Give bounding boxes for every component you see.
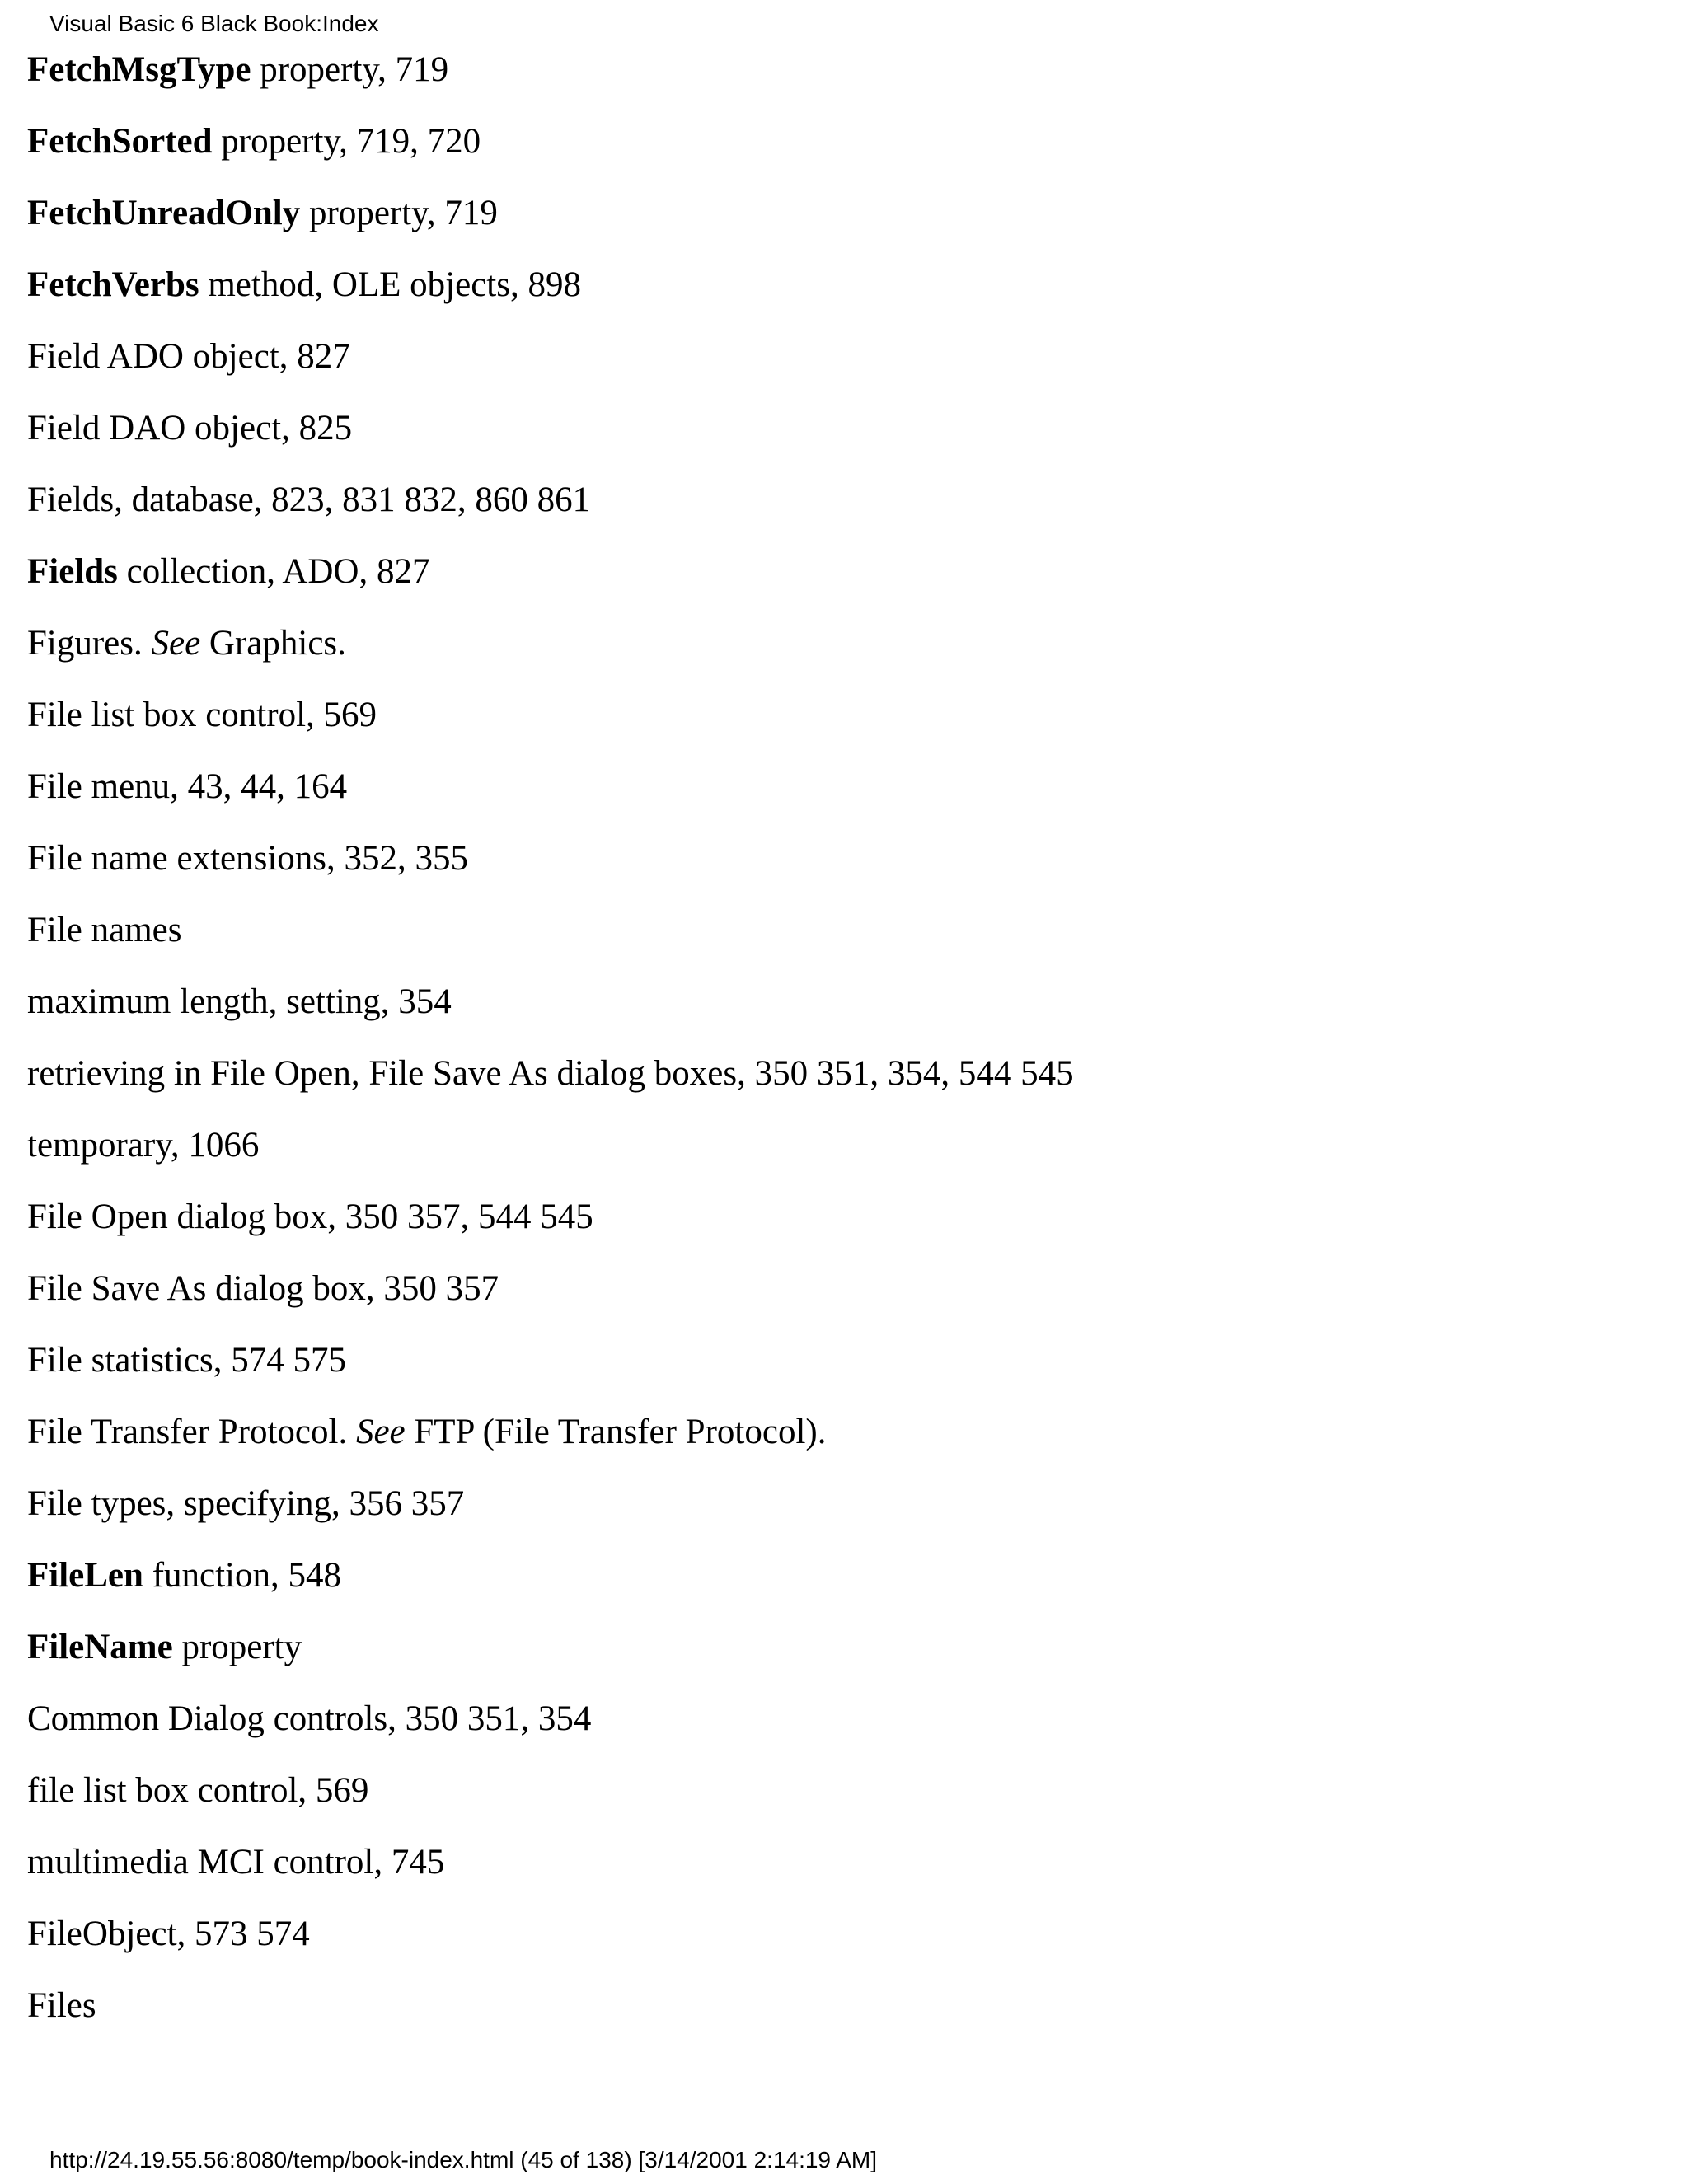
index-term: FileName xyxy=(27,1628,173,1666)
index-entry-text: FileObject, 573 574 xyxy=(27,1915,310,1953)
index-entry xyxy=(27,336,1074,408)
index-entry-text: maximum length, setting, 354 xyxy=(27,982,452,1021)
page-header: Visual Basic 6 Black Book:Index xyxy=(49,11,379,36)
index-entry xyxy=(27,1053,1074,1125)
index-entry xyxy=(27,1985,1074,2057)
index-entry-text: File list box control, 569 xyxy=(27,696,377,734)
index-term: FetchSorted xyxy=(27,122,213,161)
see-target: FTP (File Transfer Protocol). xyxy=(405,1413,827,1451)
index-entry-text: method, OLE objects, 898 xyxy=(199,265,581,304)
index-entry xyxy=(27,551,1074,623)
index-list xyxy=(27,49,1074,2057)
index-entry-text: function, 548 xyxy=(143,1556,341,1595)
see-reference: See xyxy=(151,624,201,663)
index-entry xyxy=(27,766,1074,838)
index-entry xyxy=(27,623,1074,695)
index-entry xyxy=(27,408,1074,480)
index-entry xyxy=(27,1268,1074,1340)
index-entry xyxy=(27,480,1074,551)
see-reference: See xyxy=(355,1413,406,1451)
index-term: FetchUnreadOnly xyxy=(27,194,301,232)
index-entry xyxy=(27,193,1074,265)
index-entry-text: property xyxy=(172,1628,302,1666)
index-entry-text: Figures. xyxy=(27,624,152,663)
index-entry xyxy=(27,1770,1074,1842)
index-entry-text: temporary, 1066 xyxy=(27,1126,260,1165)
index-entry-text: file list box control, 569 xyxy=(27,1771,369,1810)
index-entry xyxy=(27,695,1074,766)
index-entry-text: File Save As dialog box, 350 357 xyxy=(27,1269,499,1308)
index-entry-text: File Open dialog box, 350 357, 544 545 xyxy=(27,1197,593,1236)
index-term: FetchMsgType xyxy=(27,50,251,89)
index-term: FileLen xyxy=(27,1556,143,1595)
index-entry-text: property, 719, 720 xyxy=(212,122,481,161)
index-entry-text: File statistics, 574 575 xyxy=(27,1341,346,1380)
index-entry xyxy=(27,838,1074,910)
index-entry xyxy=(27,1197,1074,1268)
page-footer-url: http://24.19.55.56:8080/temp/book-index.html (45 of 138) [3/14/2001 2:14:19 AM] xyxy=(49,2147,878,2172)
index-entry-text: property, 719 xyxy=(300,194,498,232)
index-entry-text: property, 719 xyxy=(251,50,449,89)
index-entry-text: File names xyxy=(27,911,182,949)
index-entry-text: File menu, 43, 44, 164 xyxy=(27,767,348,806)
index-entry xyxy=(27,49,1074,121)
index-entry-text: Field ADO object, 827 xyxy=(27,337,350,376)
index-entry xyxy=(27,121,1074,193)
index-entry-text: Field DAO object, 825 xyxy=(27,409,353,448)
index-entry-text: File name extensions, 352, 355 xyxy=(27,839,469,878)
index-entry-text: Fields, database, 823, 831 832, 860 861 xyxy=(27,480,591,519)
index-entry xyxy=(27,1627,1074,1699)
index-entry xyxy=(27,1340,1074,1412)
index-entry-text: File Transfer Protocol. xyxy=(27,1413,356,1451)
index-entry xyxy=(27,1842,1074,1914)
index-entry xyxy=(27,910,1074,982)
index-entry xyxy=(27,982,1074,1053)
index-entry xyxy=(27,265,1074,336)
index-entry-text: collection, ADO, 827 xyxy=(117,552,430,591)
index-entry-text: multimedia MCI control, 745 xyxy=(27,1843,445,1882)
index-entry xyxy=(27,1914,1074,1985)
index-entry-text: Files xyxy=(27,1986,96,2025)
index-entry xyxy=(27,1699,1074,1770)
index-entry xyxy=(27,1412,1074,1483)
index-entry-text: File types, specifying, 356 357 xyxy=(27,1484,465,1523)
index-entry-text: Common Dialog controls, 350 351, 354 xyxy=(27,1699,592,1738)
index-entry xyxy=(27,1483,1074,1555)
index-term: Fields xyxy=(27,552,118,591)
see-target: Graphics. xyxy=(200,624,346,663)
index-entry-text: retrieving in File Open, File Save As dialog boxes, 350 351, 354, 544 545 xyxy=(27,1054,1074,1093)
index-term: FetchVerbs xyxy=(27,265,199,304)
index-entry xyxy=(27,1125,1074,1197)
index-entry xyxy=(27,1555,1074,1627)
